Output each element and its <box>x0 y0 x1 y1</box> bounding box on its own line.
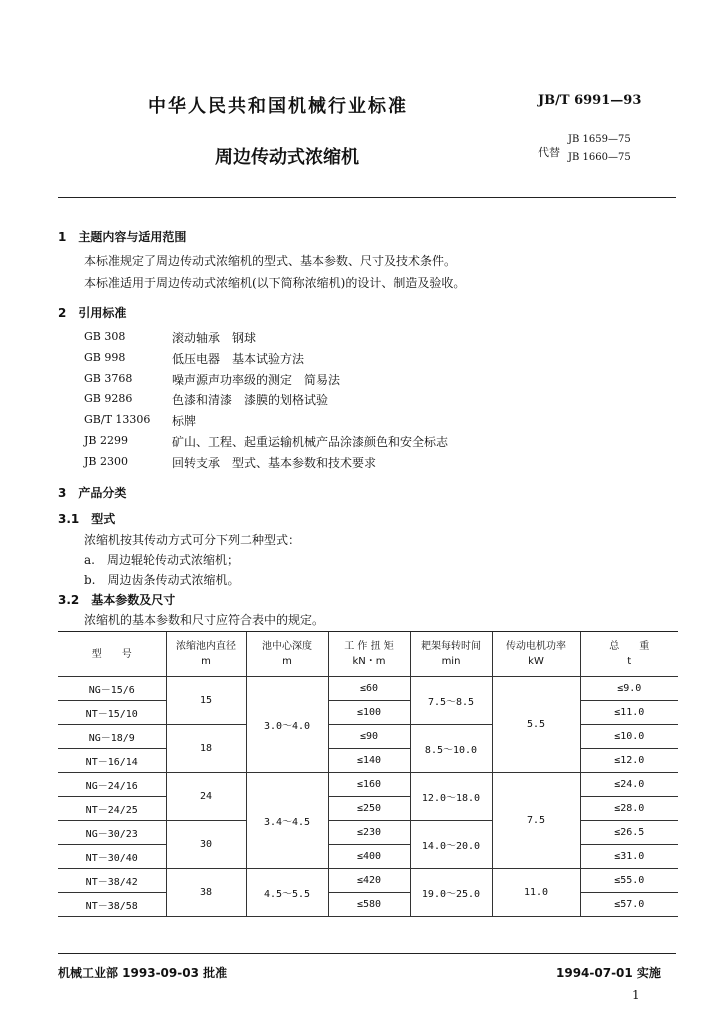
diameter-cell: 18 <box>166 725 246 773</box>
parameters-table <box>58 631 678 917</box>
page-number: 1 <box>632 988 640 1002</box>
footer-rule <box>58 953 676 954</box>
model-cell: NT－24/25 <box>58 797 166 821</box>
section-1-paragraph: 本标准规定了周边传动式浓缩机的型式、基本参数、尺寸及技术条件。 <box>84 254 457 268</box>
diameter-cell: 15 <box>166 677 246 725</box>
depth-cell: 4.5～5.5 <box>246 869 328 917</box>
reference-code: GB 3768 <box>84 372 133 385</box>
section-1-heading: 1 主题内容与适用范围 <box>58 230 187 244</box>
table-header-row <box>58 632 678 677</box>
section-3-1-heading: 3.1 型式 <box>58 512 116 526</box>
section-3-2-heading: 3.2 基本参数及尺寸 <box>58 593 176 607</box>
column-header-depth: 池中心深度 m <box>246 632 328 677</box>
time-cell: 14.0～20.0 <box>410 821 492 869</box>
section-2-heading: 2 引用标准 <box>58 306 127 320</box>
reference-title: 低压电器 基本试验方法 <box>172 352 305 366</box>
torque-cell: ≤100 <box>328 701 410 725</box>
model-cell: NT－38/58 <box>58 893 166 917</box>
torque-cell: ≤250 <box>328 797 410 821</box>
depth-cell: 3.4～4.5 <box>246 773 328 869</box>
reference-title: 噪声源声功率级的测定 简易法 <box>172 373 341 387</box>
reference-code: GB 308 <box>84 330 126 343</box>
approval-info: 机械工业部 1993-09-03 批准 <box>58 966 228 980</box>
replaced-standard: JB 1659—75 <box>568 134 631 145</box>
table-row <box>58 869 678 893</box>
reference-code: JB 2299 <box>84 434 128 447</box>
model-cell: NT－30/40 <box>58 845 166 869</box>
reference-title: 标牌 <box>172 414 197 428</box>
power-cell: 11.0 <box>492 869 580 917</box>
torque-cell: ≤400 <box>328 845 410 869</box>
torque-cell: ≤580 <box>328 893 410 917</box>
weight-cell: ≤31.0 <box>580 845 678 869</box>
type-item-b: b. 周边齿条传动式浓缩机。 <box>84 573 240 587</box>
diameter-cell: 24 <box>166 773 246 821</box>
table-row <box>58 749 678 773</box>
weight-cell: ≤55.0 <box>580 869 678 893</box>
weight-cell: ≤11.0 <box>580 701 678 725</box>
page-title: 周边传动式浓缩机 <box>215 147 359 168</box>
time-cell: 12.0～18.0 <box>410 773 492 821</box>
reference-code: JB 2300 <box>84 455 128 468</box>
column-header-time: 耙架每转时间 min <box>410 632 492 677</box>
column-header-diameter: 浓缩池内直径 m <box>166 632 246 677</box>
torque-cell: ≤140 <box>328 749 410 773</box>
table-row <box>58 701 678 725</box>
table-row <box>58 893 678 917</box>
table-row <box>58 725 678 749</box>
time-cell: 8.5～10.0 <box>410 725 492 773</box>
model-cell: NT－38/42 <box>58 869 166 893</box>
model-cell: NT－16/14 <box>58 749 166 773</box>
issuing-organization: 中华人民共和国机械行业标准 <box>148 96 408 117</box>
table-row <box>58 773 678 797</box>
weight-cell: ≤10.0 <box>580 725 678 749</box>
standard-code: JB/T 6991—93 <box>538 93 642 108</box>
model-cell: NG－18/9 <box>58 725 166 749</box>
replaces-label: 代替 <box>538 146 560 159</box>
weight-cell: ≤57.0 <box>580 893 678 917</box>
time-cell: 7.5～8.5 <box>410 677 492 725</box>
weight-cell: ≤26.5 <box>580 821 678 845</box>
section-3-2-text: 浓缩机的基本参数和尺寸应符合表中的规定。 <box>84 613 325 627</box>
header-rule <box>58 197 676 198</box>
torque-cell: ≤90 <box>328 725 410 749</box>
torque-cell: ≤60 <box>328 677 410 701</box>
reference-title: 矿山、工程、起重运输机械产品涂漆颜色和安全标志 <box>172 435 449 449</box>
torque-cell: ≤160 <box>328 773 410 797</box>
section-3-1-text: 浓缩机按其传动方式可分下列二种型式： <box>84 533 301 547</box>
reference-title: 回转支承 型式、基本参数和技术要求 <box>172 456 377 470</box>
section-3-heading: 3 产品分类 <box>58 486 127 500</box>
implementation-date: 1994-07-01 实施 <box>556 966 661 980</box>
reference-code: GB/T 13306 <box>84 413 151 426</box>
time-cell: 19.0～25.0 <box>410 869 492 917</box>
reference-title: 色漆和清漆 漆膜的划格试验 <box>172 393 329 407</box>
depth-cell: 3.0～4.0 <box>246 677 328 773</box>
column-header-torque: 工 作 扭 矩 kN・m <box>328 632 410 677</box>
weight-cell: ≤12.0 <box>580 749 678 773</box>
table-row <box>58 821 678 845</box>
column-header-weight: 总 重 t <box>580 632 678 677</box>
replaced-standard: JB 1660—75 <box>568 152 631 163</box>
reference-code: GB 998 <box>84 351 126 364</box>
torque-cell: ≤420 <box>328 869 410 893</box>
table-row <box>58 677 678 701</box>
torque-cell: ≤230 <box>328 821 410 845</box>
model-cell: NG－15/6 <box>58 677 166 701</box>
table-row <box>58 845 678 869</box>
model-cell: NG－24/16 <box>58 773 166 797</box>
column-header-model: 型 号 <box>58 632 166 677</box>
power-cell: 5.5 <box>492 677 580 773</box>
table-row <box>58 797 678 821</box>
diameter-cell: 38 <box>166 869 246 917</box>
diameter-cell: 30 <box>166 821 246 869</box>
type-item-a: a. 周边辊轮传动式浓缩机； <box>84 553 239 567</box>
weight-cell: ≤28.0 <box>580 797 678 821</box>
model-cell: NG－30/23 <box>58 821 166 845</box>
weight-cell: ≤24.0 <box>580 773 678 797</box>
column-header-power: 传动电机功率 kW <box>492 632 580 677</box>
weight-cell: ≤9.0 <box>580 677 678 701</box>
reference-code: GB 9286 <box>84 392 133 405</box>
reference-title: 滚动轴承 钢球 <box>172 331 257 345</box>
section-1-paragraph: 本标准适用于周边传动式浓缩机(以下简称浓缩机)的设计、制造及验收。 <box>84 276 466 290</box>
model-cell: NT－15/10 <box>58 701 166 725</box>
power-cell: 7.5 <box>492 773 580 869</box>
